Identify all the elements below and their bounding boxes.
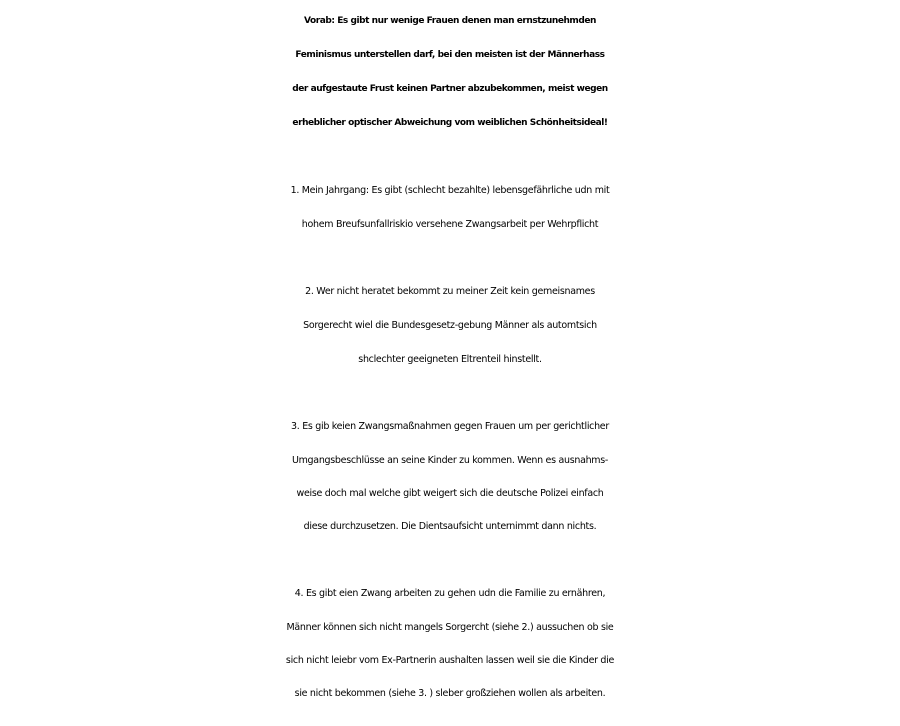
point-2-line: 2. Wer nicht heratet bekommt zu meiner Zeit kein gemeisnames <box>305 286 595 297</box>
intro-line: der aufgestaute Frust keinen Partner abzubekommen, meist wegen <box>292 84 608 94</box>
point-4-line: 4. Es gibt eien Zwang arbeiten zu gehen udn die Familie zu ernähren, <box>294 588 606 599</box>
intro-line: Vorab: Es gibt nur wenige Frauen denen man ernstzunehmden <box>304 16 596 26</box>
point-4-line: sie nicht bekommen (siehe 3. ) sleber großziehen wollen als arbeiten. <box>294 688 606 699</box>
point-1-line: 1. Mein Jahrgang: Es gibt (schlecht bezahlte) lebensgefährliche udn mit <box>290 185 610 196</box>
point-1-line: hohem Breufsunfallriskio versehene Zwangsarbeit per Wehrpflicht <box>301 219 599 230</box>
point-4-line: sich nicht leiebr vom Ex-Partnerin aushalten lassen weil sie die Kinder die <box>285 655 615 666</box>
point-3-line: diese durchzusetzen. Die Dientsaufsicht unternimmt dann nichts. <box>303 521 597 532</box>
point-2-line: Sorgerecht wiel die Bundesgesetz-gebung Männer als automtsich <box>303 320 597 331</box>
intro-line: erheblicher optischer Abweichung vom weiblichen Schönheitsideal! <box>292 118 608 128</box>
point-2-line: shclechter geeigneten Eltrenteil hinstellt. <box>358 354 542 365</box>
intro-line: Feminismus unterstellen darf, bei den meisten ist der Männerhass <box>295 50 605 60</box>
point-3-line: 3. Es gib keien Zwangsmaßnahmen gegen Frauen um per gerichtlicher <box>291 421 609 432</box>
point-3-line: Umgangsbeschlüsse an seine Kinder zu kommen. Wenn es ausnahms- <box>291 455 609 466</box>
point-3-line: weise doch mal welche gibt weigert sich die deutsche Polizei einfach <box>296 488 604 499</box>
point-4-line: Männer können sich nicht mangels Sorgercht (siehe 2.) aussuchen ob sie <box>286 622 614 633</box>
